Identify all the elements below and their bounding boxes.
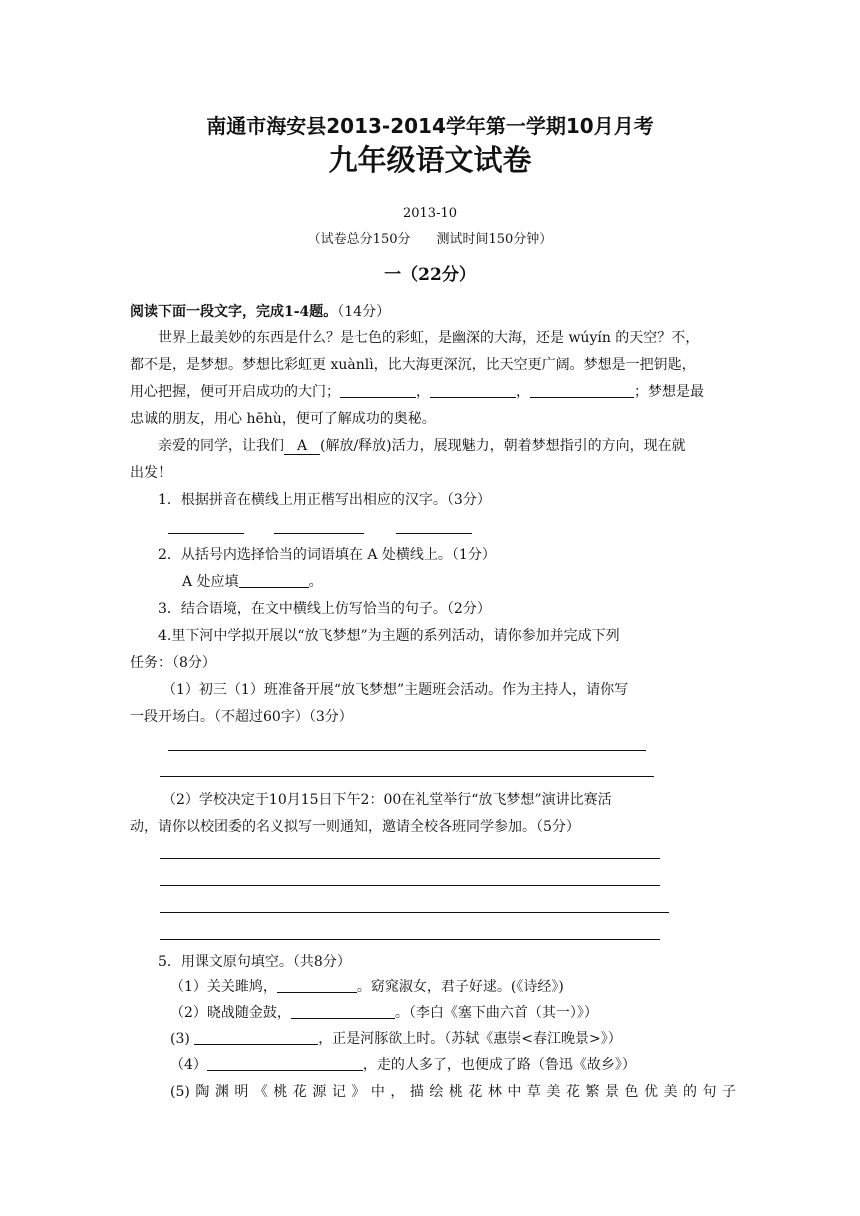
question-5-text: (3) (170, 1031, 190, 1047)
answer-line[interactable] (160, 885, 660, 886)
answer-blank[interactable] (291, 1004, 395, 1019)
passage-punct: ， (416, 384, 430, 400)
passage-text: 亲爱的同学，让我们 (158, 438, 284, 454)
passage-line: 都不是，是梦想。梦想比彩虹更 xuànlì，比大海更深沉，比天空更广阔。梦想是一把钥匙， (130, 357, 696, 373)
exam-date: 2013-10 (402, 206, 458, 221)
question-5-text: （2）晓战随金鼓， (170, 1005, 291, 1021)
reading-intro-score: （14分） (337, 304, 391, 320)
answer-blank[interactable] (277, 978, 357, 993)
exam-info: （试卷总分150分 测试时间150分钟） (307, 232, 553, 247)
answer-line[interactable] (160, 776, 654, 777)
answer-blank[interactable] (239, 573, 309, 588)
exam-main-title: 九年级语文试卷 (328, 143, 532, 177)
question-4-1-cont: 一段开场白。（不超过60字）（3分） (130, 709, 353, 725)
blank-a-marker: A (284, 439, 320, 455)
question-4-cont: 任务：（8分） (130, 655, 216, 671)
answer-blank[interactable] (396, 533, 472, 534)
question-1: 1．根据拼音在横线上用正楷写出相应的汉字。（3分） (158, 492, 491, 508)
answer-blank[interactable] (194, 1030, 318, 1045)
reading-intro-text: 阅读下面一段文字，完成1-4题。 (130, 304, 338, 320)
question-5-item: (5)陶渊明《桃花源记》中，描绘桃花林中草美花繁景色优美的句子 (170, 1084, 736, 1100)
question-5-item (170, 1029, 622, 1049)
passage-line (158, 436, 686, 456)
question-5-text: 。（李白《塞下曲六首（其一）》） (394, 1005, 598, 1021)
question-2-answer-label: A 处应填 (182, 574, 239, 590)
imitation-blank[interactable] (530, 383, 634, 398)
passage-line: 世界上最美妙的东西是什么？是七色的彩虹，是幽深的大海，还是 wúyín 的天空？不， (158, 330, 700, 346)
question-4: 4.里下河中学拟开展以“放飞梦想”为主题的系列活动，请你参加并完成下列 (158, 628, 620, 644)
question-5-text: ，走的人多了，也便成了路（鲁迅《故乡》） (362, 1057, 636, 1073)
answer-line[interactable] (160, 858, 660, 859)
answer-blank[interactable] (168, 533, 244, 534)
imitation-blank[interactable] (430, 383, 516, 398)
passage-text: (解放/释放)活力，展现魅力，朝着梦想指引的方向，现在就 (320, 438, 686, 454)
passage-line (130, 382, 704, 402)
question-5-text: （4） (170, 1057, 207, 1073)
question-5-text: （1）关关雎鸠， (170, 979, 277, 995)
question-4-1: （1）初三（1）班准备开展“放飞梦想”主题班会活动。作为主持人，请你写 (162, 682, 629, 698)
section-heading: 一（22分） (384, 265, 476, 285)
passage-line: 出发！ (130, 465, 172, 481)
exam-header-title: 南通市海安县2013-2014学年第一学期10月月考 (206, 114, 654, 138)
answer-line[interactable] (160, 912, 669, 913)
question-5-item (170, 977, 564, 997)
passage-text: ；梦想是最 (634, 384, 704, 400)
passage-punct: ， (516, 384, 530, 400)
question-4-2-cont: 动，请你以校团委的名义拟写一则通知，邀请全校各班同学参加。（5分） (130, 819, 580, 835)
answer-line[interactable] (168, 750, 646, 751)
question-5-text: 。窈窕淑女，君子好逑。(《诗经》) (356, 979, 564, 995)
question-5-text: ，正是河豚欲上时。（苏轼《惠崇<春江晚景>》） (318, 1031, 622, 1047)
question-2-answer (182, 572, 323, 592)
question-3: 3．结合语境，在文中横线上仿写恰当的句子。（2分） (158, 601, 491, 617)
question-2: 2．从括号内选择恰当的词语填在 A 处横线上。（1分） (158, 547, 496, 563)
question-4-2: （2）学校决定于10月15日下午2：00在礼堂举行“放飞梦想”演讲比赛活 (162, 792, 612, 808)
passage-text: 用心把握，便可开启成功的大门； (130, 384, 340, 400)
question-5-item (170, 1055, 636, 1075)
answer-blank[interactable] (207, 1056, 363, 1071)
answer-blank[interactable] (274, 533, 364, 534)
reading-intro (130, 302, 390, 322)
imitation-blank[interactable] (340, 383, 416, 398)
answer-line[interactable] (160, 939, 660, 940)
question-5: 5．用课文原句填空。（共8分） (158, 954, 351, 970)
question-2-answer-end: 。 (308, 574, 323, 590)
question-5-item (170, 1003, 598, 1023)
passage-line: 忠诚的朋友，用心 hēhù，便可了解成功的奥秘。 (130, 411, 436, 427)
